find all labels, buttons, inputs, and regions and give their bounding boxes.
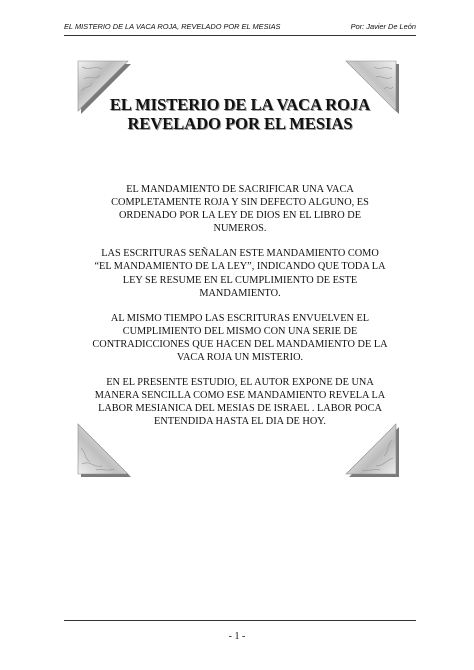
title-line-2: REVELADO POR EL MESIAS xyxy=(127,114,353,133)
page-number: - 1 - xyxy=(228,631,246,642)
paragraph: EL MANDAMIENTO DE SACRIFICAR UNA VACA COMPLETAMENTE ROJA Y SIN DEFECTO ALGUNO, ES ORDENADO POR LA LEY DE DIOS EN EL LIBRO DE NUMEROS. xyxy=(111,184,369,235)
running-header xyxy=(64,22,416,36)
corner-ornament-bottom-left xyxy=(72,418,134,480)
footer-divider xyxy=(64,620,416,621)
abstract-text xyxy=(92,183,388,441)
header-author: Por: Javier De León xyxy=(350,22,416,31)
title-line-1: EL MISTERIO DE LA VACA ROJA xyxy=(109,95,371,114)
paragraph: LAS ESCRITURAS SEÑALAN ESTE MANDAMIENTO COMO “EL MANDAMIENTO DE LA LEY”, INDICANDO QUE TODA LA LEY SE RESUME EN EL CUMPLIMIENTO DE ESTE MANDAMIENTO. xyxy=(94,248,386,299)
header-divider xyxy=(64,35,416,36)
paragraph: AL MISMO TIEMPO LAS ESCRITURAS ENVUELVEN EL CUMPLIMIENTO DEL MISMO CON UNA SERIE DE CONTRADICCIONES QUE HACEN DEL MANDAMIENTO DE LA VACA ROJA UN MISTERIO. xyxy=(92,312,388,364)
paragraph: EN EL PRESENTE ESTUDIO, EL AUTOR EXPONE DE UNA MANERA SENCILLA COMO ESE MANDAMIENTO REVELA LA LABOR MESIANICA DEL MESIAS DE ISRAEL . LABOR POCA ENTENDIDA HASTA EL DIA DE HOY. xyxy=(94,377,386,428)
corner-ornament-bottom-right xyxy=(340,418,402,480)
document-title xyxy=(60,95,420,133)
header-title: EL MISTERIO DE LA VACA ROJA, REVELADO POR EL MESIAS xyxy=(64,22,281,31)
